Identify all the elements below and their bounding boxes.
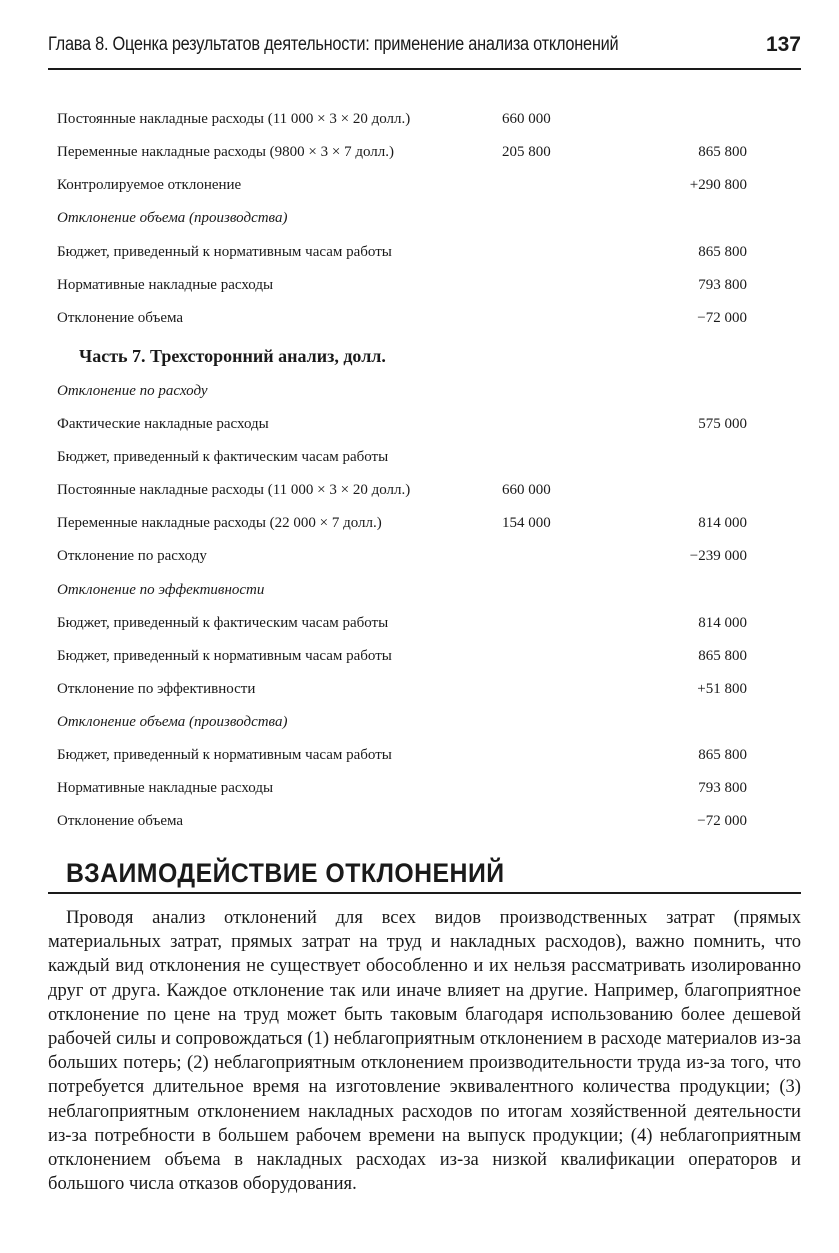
table-row [0,744,839,766]
row-label: Отклонение объема [57,310,184,326]
row-total: 793 800 [698,277,747,293]
row-total: +51 800 [697,681,747,697]
table-row [0,545,839,567]
row-total: 575 000 [698,416,747,432]
row-label: Нормативные накладные расходы [57,277,274,293]
table-row [0,108,839,130]
row-total: 814 000 [698,615,747,631]
row-label: Переменные накладные расходы (22 000 × 7 долл.) [57,515,382,531]
table-subheading [0,711,839,733]
row-total: 865 800 [698,244,747,260]
table-row [0,512,839,534]
table-row [0,479,839,501]
table-row [0,810,839,832]
table-subheading [0,380,839,402]
row-label: Отклонение по расходу [57,383,208,399]
page-number: 137 [765,33,801,56]
row-label: Нормативные накладные расходы [57,780,274,796]
row-label: Переменные накладные расходы (9800 × 3 × 7 долл.) [57,144,394,160]
row-total: +290 800 [689,177,747,193]
row-label: Отклонение объема (производства) [57,210,288,226]
table-row [0,678,839,700]
chapter-title: Глава 8. Оценка результатов деятельности: применение анализа отклонений [48,34,619,55]
part-heading [0,345,839,367]
table-row [0,274,839,296]
section-heading [48,856,801,894]
table-row [0,446,839,468]
row-amount: 154 000 [502,515,551,531]
row-label: Бюджет, приведенный к нормативным часам работы [57,747,392,763]
table-row [0,612,839,634]
running-head [48,34,801,70]
table-row [0,645,839,667]
row-label: Бюджет, приведенный к нормативным часам работы [57,244,392,260]
row-amount: 205 800 [502,144,551,160]
row-total: 865 800 [698,144,747,160]
row-label: Постоянные накладные расходы (11 000 × 3 × 20 долл.) [57,111,411,127]
row-label: Контролируемое отклонение [57,177,242,193]
row-label: Бюджет, приведенный к фактическим часам работы [57,449,389,465]
row-label: Бюджет, приведенный к нормативным часам работы [57,648,392,664]
row-label: Бюджет, приведенный к фактическим часам работы [57,615,389,631]
body-paragraph: Проводя анализ отклонений для всех видов производственных затрат (прямых материальных затрат, прямых затрат на труд и накладных расходов), важно помнить, что каждый вид отклонения не существует обособленно и их нельзя рассматривать изолированно друг от друга. Каждое отклонение так или иначе влияет на другие. Например, благоприятное отклонение по цене на труд может быть таковым благодаря использованию более дешевой рабочей силы и сопровождаться (1) неблагоприятным отклонением в расходе материалов из-за больших потерь; (2) неблагоприятным отклонением производительности труда из-за того, что потребуется длительное время на изготовление эквивалентного количества продукции; (3) неблагоприятным отклонением накладных расходов по итогам хозяйственной деятельности из-за потребности в большем рабочем времени на выпуск продукции; (4) неблагоприятным отклонением объема в накладных расходах из-за низкой квалификации операторов и большого числа отказов оборудования. [48,907,801,1195]
row-label: Отклонение по эффективности [57,582,265,598]
table-row [0,307,839,329]
row-total: −72 000 [697,310,747,326]
row-label: Отклонение объема (производства) [57,714,288,730]
table-row [0,174,839,196]
row-label: Постоянные накладные расходы (11 000 × 3 × 20 долл.) [57,482,411,498]
table-row [0,241,839,263]
row-label: Отклонение объема [57,813,184,829]
row-total: 865 800 [698,747,747,763]
table-subheading [0,579,839,601]
row-amount: 660 000 [502,111,551,127]
table-row [0,413,839,435]
row-total: 865 800 [698,648,747,664]
row-label: Часть 7. Трехсторонний анализ, долл. [79,346,386,366]
row-label: Отклонение по эффективности [57,681,256,697]
row-total: −72 000 [697,813,747,829]
row-total: 814 000 [698,515,747,531]
row-label: Отклонение по расходу [57,548,207,564]
table-subheading [0,207,839,229]
section-heading-text: ВЗАИМОДЕЙСТВИЕ ОТКЛОНЕНИЙ [66,858,505,888]
row-amount: 660 000 [502,482,551,498]
row-label: Фактические накладные расходы [57,416,269,432]
table-row [0,777,839,799]
table-row [0,141,839,163]
row-total: −239 000 [689,548,747,564]
row-total: 793 800 [698,780,747,796]
